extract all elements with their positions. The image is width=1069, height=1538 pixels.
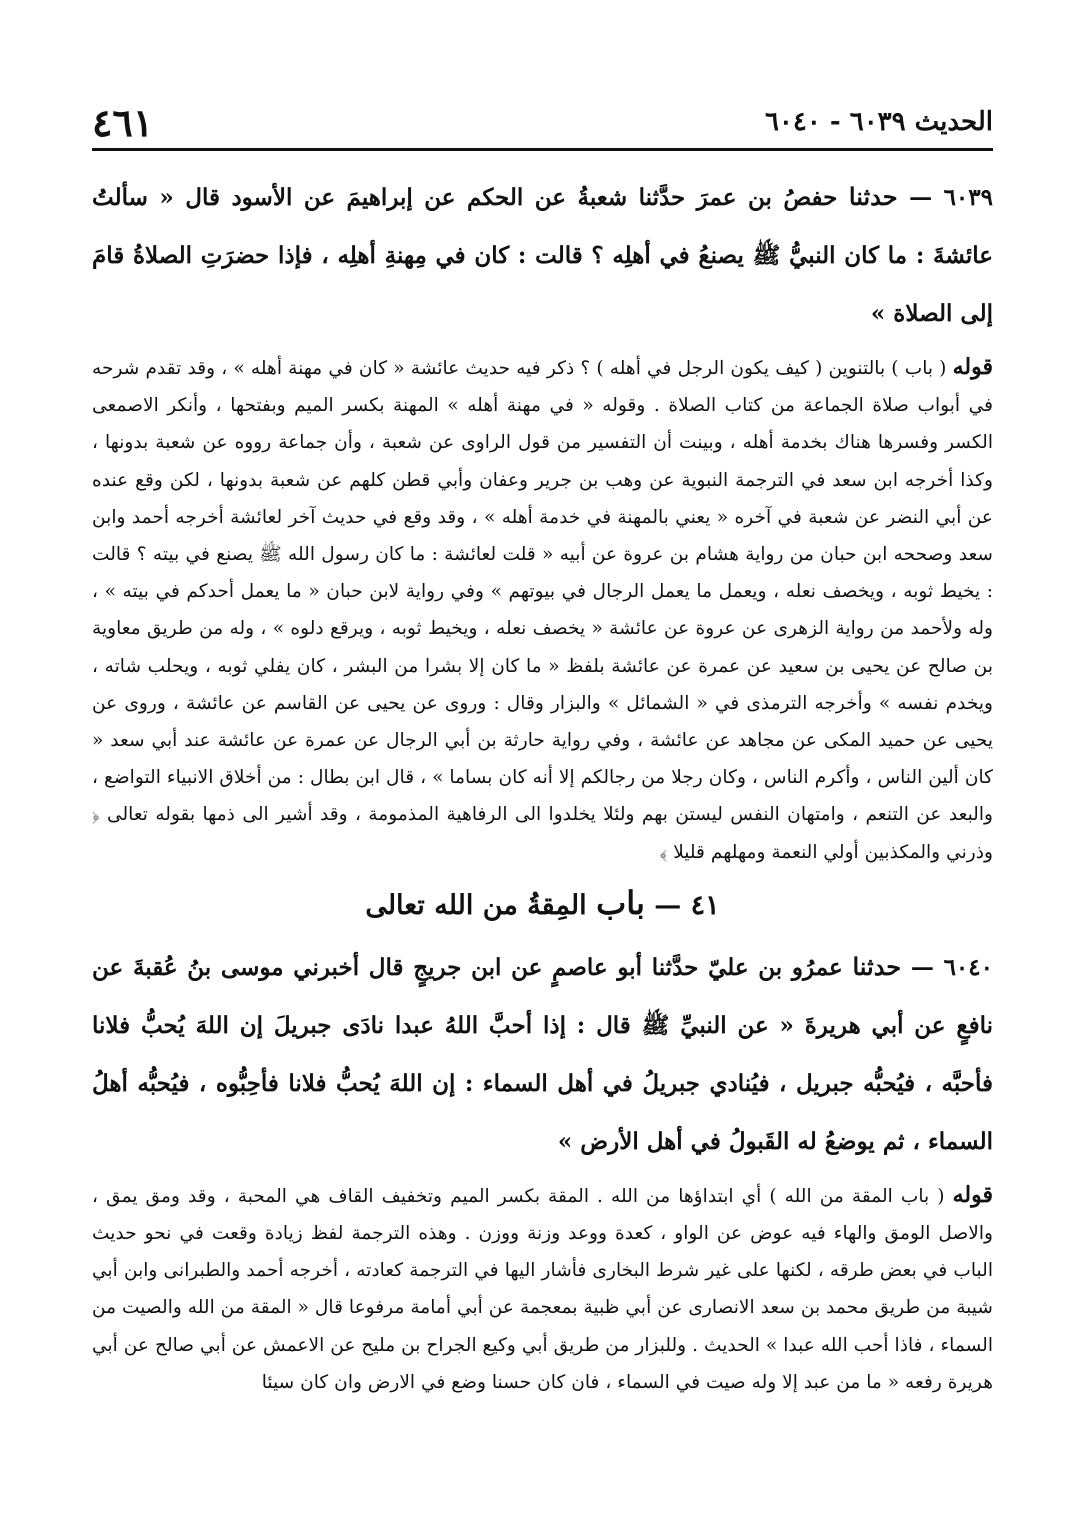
hadith-keyword: حدثنا (848, 182, 898, 211)
hadith-6039 (92, 168, 993, 343)
commentary-paragraph-2 (92, 1177, 993, 1401)
page-number: ٤٦١ (92, 99, 154, 145)
hadith-6040 (92, 938, 993, 1171)
commentary-text: ( باب ) بالتنوين ( كيف يكون الرجل في أهله ) ؟ ذكر فيه حديث عائشة « كان في مهنة أهله » ، وقد تقدم شرحه في أبواب صلاة الجماعة من كتاب الصلاة . وقوله « في مهنة أهله » المهنة بكسر الميم وبفتحها ، وأنكر الاصمعى الكسر وفسرها هناك بخدمة أهله ، وبينت أن التفسير من قول الراوى عن شعبة ، وأن جماعة رووه عن شعبة بدونها ، وكذا أخرجه ابن سعد في الترجمة النبوية عن وهب بن جرير وعفان وأبي قطن كلهم عن شعبة بدونها ، لكن وقع عنده عن أبي النضر عن شعبة في آخره « يعني بالمهنة في خدمة أهله » ، وقد وقع في حديث آخر لعائشة أخرجه أحمد وابن سعد وصححه ابن حبان من رواية هشام بن عروة عن أبيه « قلت لعائشة : ما كان رسول الله ﷺ يصنع في بيته ؟ قالت : يخيط ثوبه ، ويخصف نعله ، ويعمل ما يعمل الرجال في بيوتهم » وفي رواية لابن حبان « ما يعمل أحدكم في بيته » ، وله ولأحمد من رواية الزهرى عن عروة عن عائشة « يخصف نعله ، ويخيط ثوبه ، ويرقع دلوه » ، وله من طريق معاوية بن صالح عن يحيى بن سعيد عن عمرة عن عائشة بلفظ « ما كان إلا بشرا من البشر ، كان يفلي ثوبه ، ويحلب شاته ، ويخدم نفسه » وأخرجه الترمذى في « الشمائل » والبزار وقال : وروى عن يحيى عن القاسم عن عائشة ، وروى عن يحيى عن حميد المكى عن مجاهد عن عائشة ، وفي رواية حارثة بن أبي الرجال عن عمرة عن عائشة عند أبي سعد « كان ألين الناس ، وأكرم الناس ، وكان رجلا من رجالكم إلا أنه كان بساما » ، قال ابن بطال : من أخلاق الانبياء التواضع ، والبعد عن التنعم ، وامتهان النفس ليستن بهم ولئلا يخلدوا الى الرفاهية المذمومة ، وقد أشير الى ذمها بقوله تعالى ﴿ وذرني والمكذبين أولي النعمة ومهلهم قليلا ﴾ (92, 358, 994, 863)
commentary-lead: قوله (952, 1181, 993, 1208)
chapter-number: ٤١ — (654, 889, 720, 921)
chapter-heading (92, 871, 993, 938)
hadith-number: ٦٠٤٠ — (910, 953, 993, 981)
chapter-title: المِقةُ من الله تعالى (365, 889, 587, 921)
hadith-text: حفصُ بن عمرَ حدَّثنا شعبةُ عن الحكم عن إبراهيمَ عن الأسود قال « سألتُ عائشةَ : ما كان النبيُّ ﷺ يصنعُ في أهلِه ؟ قالت : كان في مِهنةِ أهلِه ، فإذا حضرَتِ الصلاةُ قامَ إلى الصلاة » (92, 184, 993, 327)
page-body (92, 168, 993, 1401)
chapter-bab: باب (596, 883, 645, 922)
running-title: الحديث ٦٠٣٩ - ٦٠٤٠ (764, 107, 993, 137)
commentary-paragraph-1 (92, 349, 993, 871)
hadith-number: ٦٠٣٩ — (909, 184, 993, 211)
hadith-text: عمرُو بن عليّ حدَّثنا أبو عاصمٍ عن ابن جريجٍ قال أخبرني موسى بنُ عُقبةَ عن نافعٍ عن أبي هريرةَ « عن النبيِّ ﷺ قال : إذا أحبَّ اللهُ عبدا نادَى جبريلَ إن اللهَ يُحبُّ فلانا فأحبَّه ، فيُحبُّه جبريل ، فيُنادي جبريلُ في أهل السماء : إن اللهَ يُحبُّ فلانا فأحِبُّوه ، فيُحبُّه أهلُ السماء ، ثم يوضعُ له القَبولُ في أهل الأرض » (92, 953, 993, 1155)
commentary-lead: قوله (952, 354, 993, 380)
hadith-keyword: حدثنا (852, 951, 902, 981)
page-header (92, 96, 993, 151)
commentary-text: ( باب المقة من الله ) أي ابتداؤها من الله . المقة بكسر الميم وتخفيف القاف هي المحبة ، وقد ومق يمق ، والاصل الومق والهاء فيه عوض عن الواو ، كعدة ووعد وزنة ووزن . وهذه الترجمة لفظ زيادة وقعت في نحو حديث الباب في بعض طرقه ، لكنها على غير شرط البخارى فأشار اليها في الترجمة كعادته ، أخرجه أحمد والطبرانى وابن أبي شيبة من طريق محمد بن سعد الانصارى عن أبي ظبية بمعجمة عن أبي أمامة مرفوعا قال « المقة من الله والصيت من السماء ، فاذا أحب الله عبدا » الحديث . وللبزار من طريق أبي وكيع الجراح بن مليح عن الاعمش عن أبي صالح عن أبي هريرة رفعه « ما من عبد إلا وله صيت في السماء ، فان كان حسنا وضع في الارض وان كان سيئا (92, 1185, 993, 1393)
